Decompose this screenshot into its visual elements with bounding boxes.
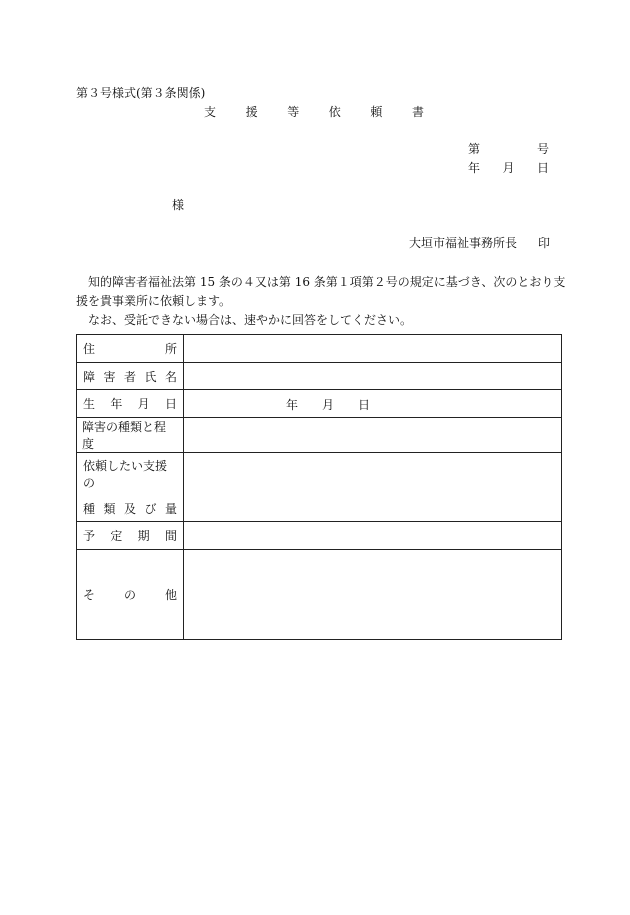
birth-day-label: 日 — [358, 398, 371, 412]
label-other: そ の 他 — [77, 550, 184, 640]
addressee-suffix: 様 — [172, 198, 185, 212]
row-other — [77, 550, 562, 640]
field-other[interactable] — [184, 550, 562, 640]
field-name[interactable] — [184, 363, 562, 390]
label-disability: 障害の種類と程度 — [77, 418, 184, 453]
field-period[interactable] — [184, 522, 562, 550]
body-text-line-3: なお、受託できない場合は、速やかに回答をしてください。 — [88, 313, 413, 327]
form-number: 第３号様式(第３条関係) — [76, 86, 206, 100]
issuer-name: 大垣市福祉事務所長 — [409, 236, 518, 250]
number-prefix: 第 — [468, 142, 481, 156]
birth-year-label: 年 — [286, 398, 299, 412]
label-period: 予 定 期 間 — [77, 522, 184, 550]
body-text-line-1: 知的障害者福祉法第 15 条の４又は第 16 条第１項第２号の規定に基づき、次のとおり支 — [88, 275, 566, 289]
label-support — [77, 453, 184, 522]
date-year: 年 — [468, 161, 481, 175]
label-address: 住 所 — [77, 335, 184, 363]
label-support-line-1: 依頼したい支援の — [83, 459, 168, 490]
request-form-table — [76, 334, 562, 640]
date-line — [468, 161, 549, 175]
body-text-line-2: 援を貴事業所に依頼します。 — [76, 294, 232, 308]
label-name: 障 害 者 氏 名 — [77, 363, 184, 390]
seal-mark: 印 — [538, 236, 551, 250]
document-title: 支 援 等 依 頼 書 — [204, 105, 424, 119]
date-day: 日 — [536, 161, 549, 175]
label-birthdate: 生 年 月 日 — [77, 390, 184, 418]
birth-month-label: 月 — [322, 398, 335, 412]
label-support-line-2: 種 類 及 び 量 — [83, 502, 177, 516]
row-birthdate — [77, 390, 562, 418]
field-disability[interactable] — [184, 418, 562, 453]
field-birthdate[interactable] — [184, 390, 562, 418]
row-period — [77, 522, 562, 550]
field-address[interactable] — [184, 335, 562, 363]
row-disability — [77, 418, 562, 453]
number-suffix: 号 — [536, 142, 549, 156]
field-support[interactable] — [184, 453, 562, 522]
row-name — [77, 363, 562, 390]
document-number-line — [468, 142, 549, 156]
row-address — [77, 335, 562, 363]
row-support — [77, 453, 562, 522]
date-month: 月 — [502, 161, 515, 175]
